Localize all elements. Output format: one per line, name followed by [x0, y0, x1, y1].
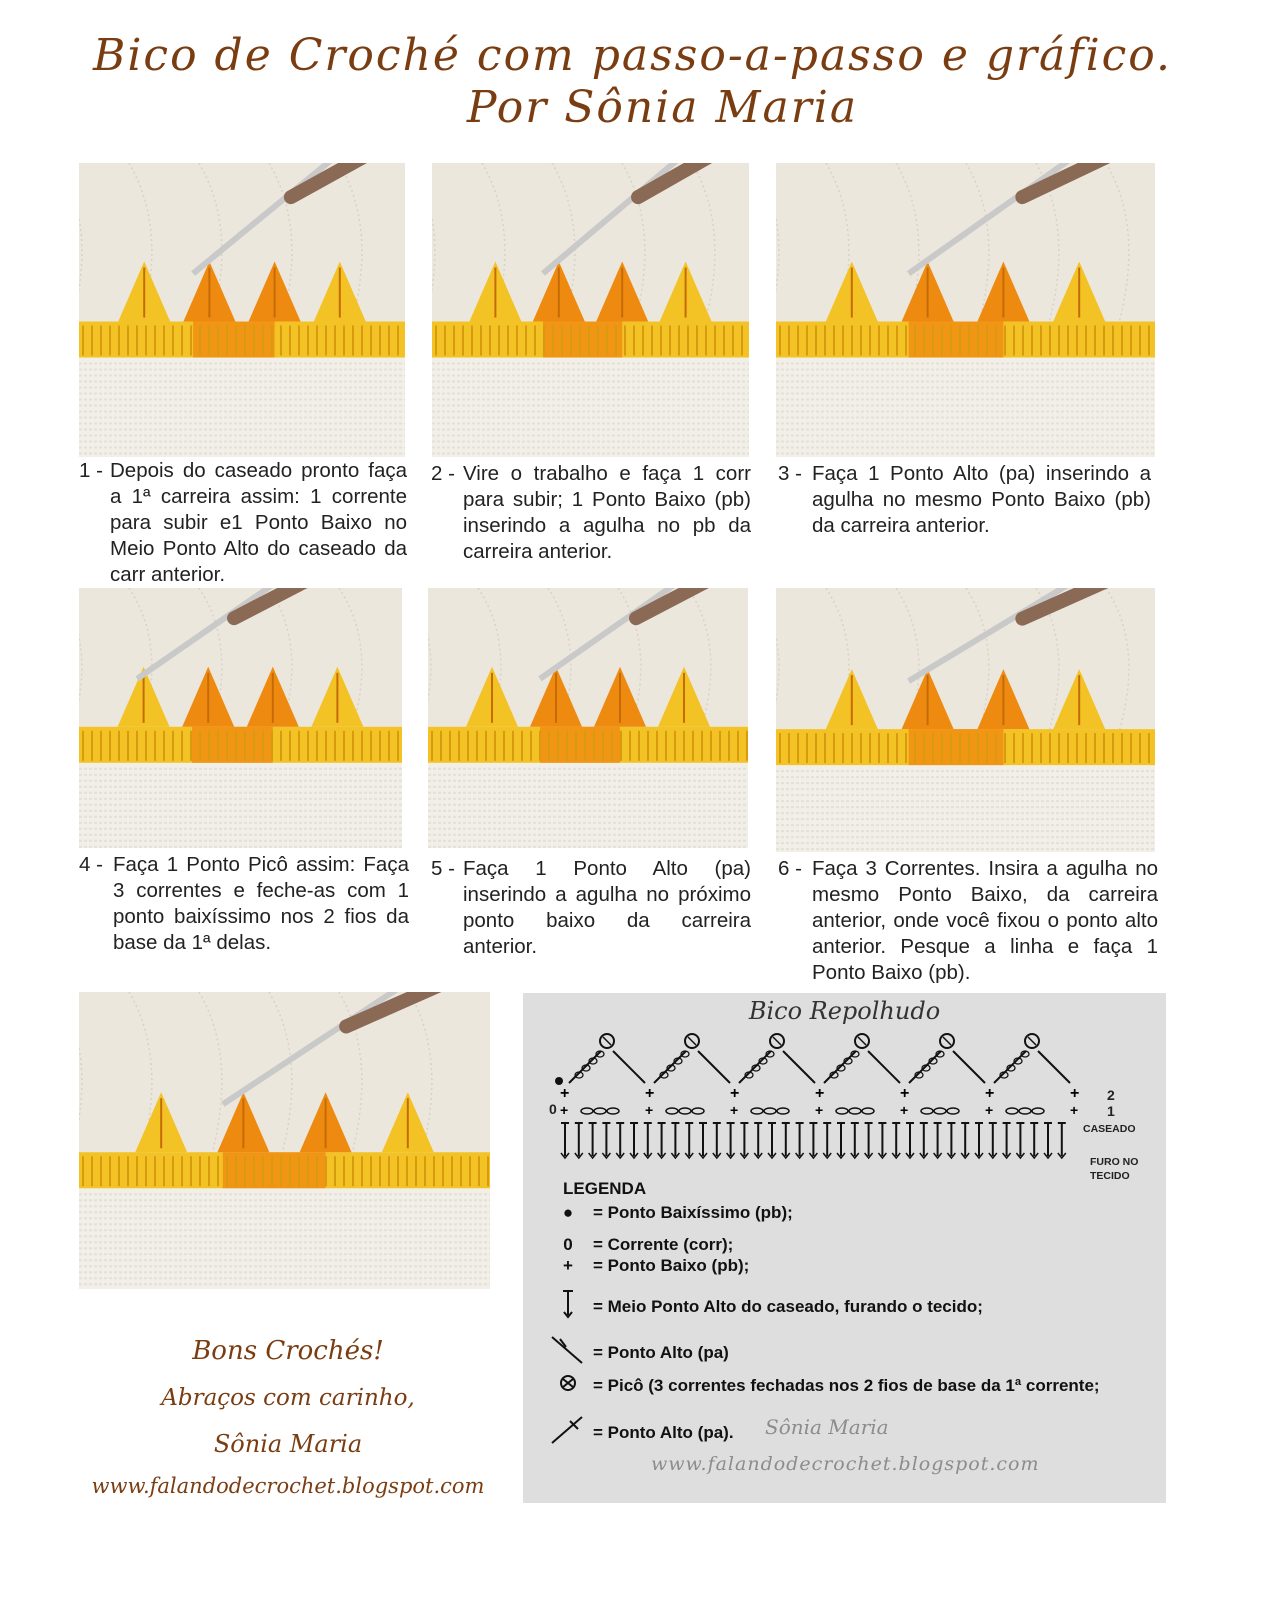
row-label-1: 1: [1107, 1103, 1115, 1119]
crochet-chart-panel: [523, 993, 1166, 1503]
step-4-description: Faça 1 Ponto Picô assim: Faça 3 correntes e feche-as com 1 ponto baixíssimo nos 2 fios da base da 1ª delas.: [113, 853, 409, 954]
label-furo-line2: TECIDO: [1090, 1170, 1130, 1182]
chart-watermark-name: Sônia Maria: [765, 1415, 889, 1439]
svg-text:+: +: [985, 1085, 995, 1102]
crochet-diagram: [523, 993, 1166, 1183]
legend-title: LEGENDA: [563, 1179, 647, 1198]
legend-label: = Corrente (corr);: [593, 1235, 734, 1254]
photo-step-6: [776, 588, 1155, 852]
step-3-text: [778, 461, 1151, 539]
step-5-number: 5 -: [431, 857, 455, 880]
dot-icon: ●: [562, 1203, 574, 1222]
step-6-description: Faça 3 Correntes. Insira a agulha no mesmo Ponto Baixo, da carreira anterior, onde você fixou o ponto alto anterior. Pesque a linha e faça 1 Ponto Baixo (pb).: [812, 857, 1158, 984]
signature-url: www.falandodecrochet.blogspot.com: [91, 1474, 485, 1498]
step-2-description: Vire o trabalho e faça 1 corr para subir; 1 Ponto Baixo (pb) inserindo a agulha no pb da carreira anterior.: [463, 462, 751, 563]
pico-icon: [543, 1373, 593, 1398]
crochet-photo: [79, 588, 402, 848]
svg-text:+: +: [730, 1102, 739, 1118]
step-4-number: 4 -: [79, 853, 103, 876]
page-subtitle: Por Sônia Maria: [466, 82, 859, 133]
svg-text:+: +: [900, 1102, 909, 1118]
svg-text:+: +: [730, 1085, 740, 1102]
photo-step-4: [79, 588, 402, 848]
svg-text:+: +: [900, 1085, 910, 1102]
crochet-photo: [79, 163, 405, 457]
svg-text:+: +: [1070, 1102, 1079, 1118]
step-5-description: Faça 1 Ponto Alto (pa) inserindo a agulha no próximo ponto baixo da carreira anterior.: [463, 857, 751, 958]
step-6-text: [778, 856, 1158, 986]
svg-text:+: +: [560, 1085, 570, 1102]
legend-item-chain: [543, 1235, 733, 1255]
photo-step-5: [428, 588, 748, 848]
svg-text:+: +: [645, 1085, 655, 1102]
step-1-text: [79, 458, 407, 588]
legend-item-single: [543, 1256, 749, 1276]
legend-label: = Picô (3 correntes fechadas nos 2 fios de base da 1ª corrente;: [593, 1375, 1100, 1395]
legend-item-halfdouble: [543, 1289, 983, 1324]
step-2-number: 2 -: [431, 462, 455, 485]
signature-regards: Abraços com carinho,: [161, 1385, 415, 1411]
legend-label: = Meio Ponto Alto do caseado, furando o tecido;: [593, 1296, 983, 1316]
svg-text:+: +: [985, 1102, 994, 1118]
step-4-text: [79, 852, 409, 956]
svg-text:+: +: [1070, 1085, 1080, 1102]
cross-icon: +: [563, 1256, 573, 1275]
legend-item-slip: [543, 1203, 793, 1223]
legend-label: = Ponto Alto (pa): [593, 1342, 729, 1362]
svg-text:+: +: [815, 1102, 824, 1118]
legend-label: = Ponto Baixo (pb);: [593, 1256, 750, 1275]
tall-stitch-icon: [543, 1413, 593, 1452]
legend-item-pico: [543, 1373, 1100, 1398]
label-furo-line1: FURO NO: [1090, 1156, 1139, 1168]
step-1-description: Depois do caseado pronto faça a 1ª carreira assim: 1 corrente para subir e1 Ponto Baixo no Meio Ponto Alto do caseado da carr anterior.: [110, 459, 407, 586]
svg-text:+: +: [815, 1085, 825, 1102]
row0-label: 0: [549, 1101, 557, 1117]
crochet-photo: [79, 992, 490, 1289]
label-caseado: CASEADO: [1083, 1123, 1136, 1135]
step-2-text: [431, 461, 751, 565]
signature-greeting: Bons Crochés!: [192, 1336, 384, 1366]
crochet-photo: [428, 588, 748, 848]
photo-step-3: [776, 163, 1155, 457]
step-3-description: Faça 1 Ponto Alto (pa) inserindo a agulha no mesmo Ponto Baixo (pb) da carreira anterior.: [812, 462, 1151, 537]
chart-watermark-url: www.falandodecrochet.blogspot.com: [651, 1453, 1040, 1475]
row-label-2: 2: [1107, 1087, 1115, 1103]
step-6-number: 6 -: [778, 857, 802, 880]
photo-step-2: [432, 163, 749, 457]
legend-label: = Ponto Baixíssimo (pb);: [593, 1203, 793, 1222]
crochet-photo: [776, 588, 1155, 852]
signature-name: Sônia Maria: [213, 1430, 363, 1458]
page-title: Bico de Croché com passo-a-passo e gráfico.: [93, 30, 1172, 81]
crochet-photo: [776, 163, 1155, 457]
photo-step-1: [79, 163, 405, 457]
chart-title: Bico Repolhudo: [748, 997, 941, 1025]
tall-stitch-icon: [543, 1333, 593, 1372]
crochet-photo: [432, 163, 749, 457]
step-3-number: 3 -: [778, 462, 802, 485]
photo-step-7: [79, 992, 490, 1289]
legend-label: = Ponto Alto (pa).: [593, 1422, 734, 1442]
legend-item-double-2: [543, 1413, 734, 1452]
step-5-text: [431, 856, 751, 960]
legend-item-double: [543, 1333, 729, 1372]
stitch-icon: [543, 1289, 593, 1324]
step-1-number: 1 -: [79, 459, 103, 482]
svg-text:+: +: [560, 1102, 569, 1118]
svg-text:+: +: [645, 1102, 654, 1118]
chain-icon: 0: [563, 1235, 573, 1254]
